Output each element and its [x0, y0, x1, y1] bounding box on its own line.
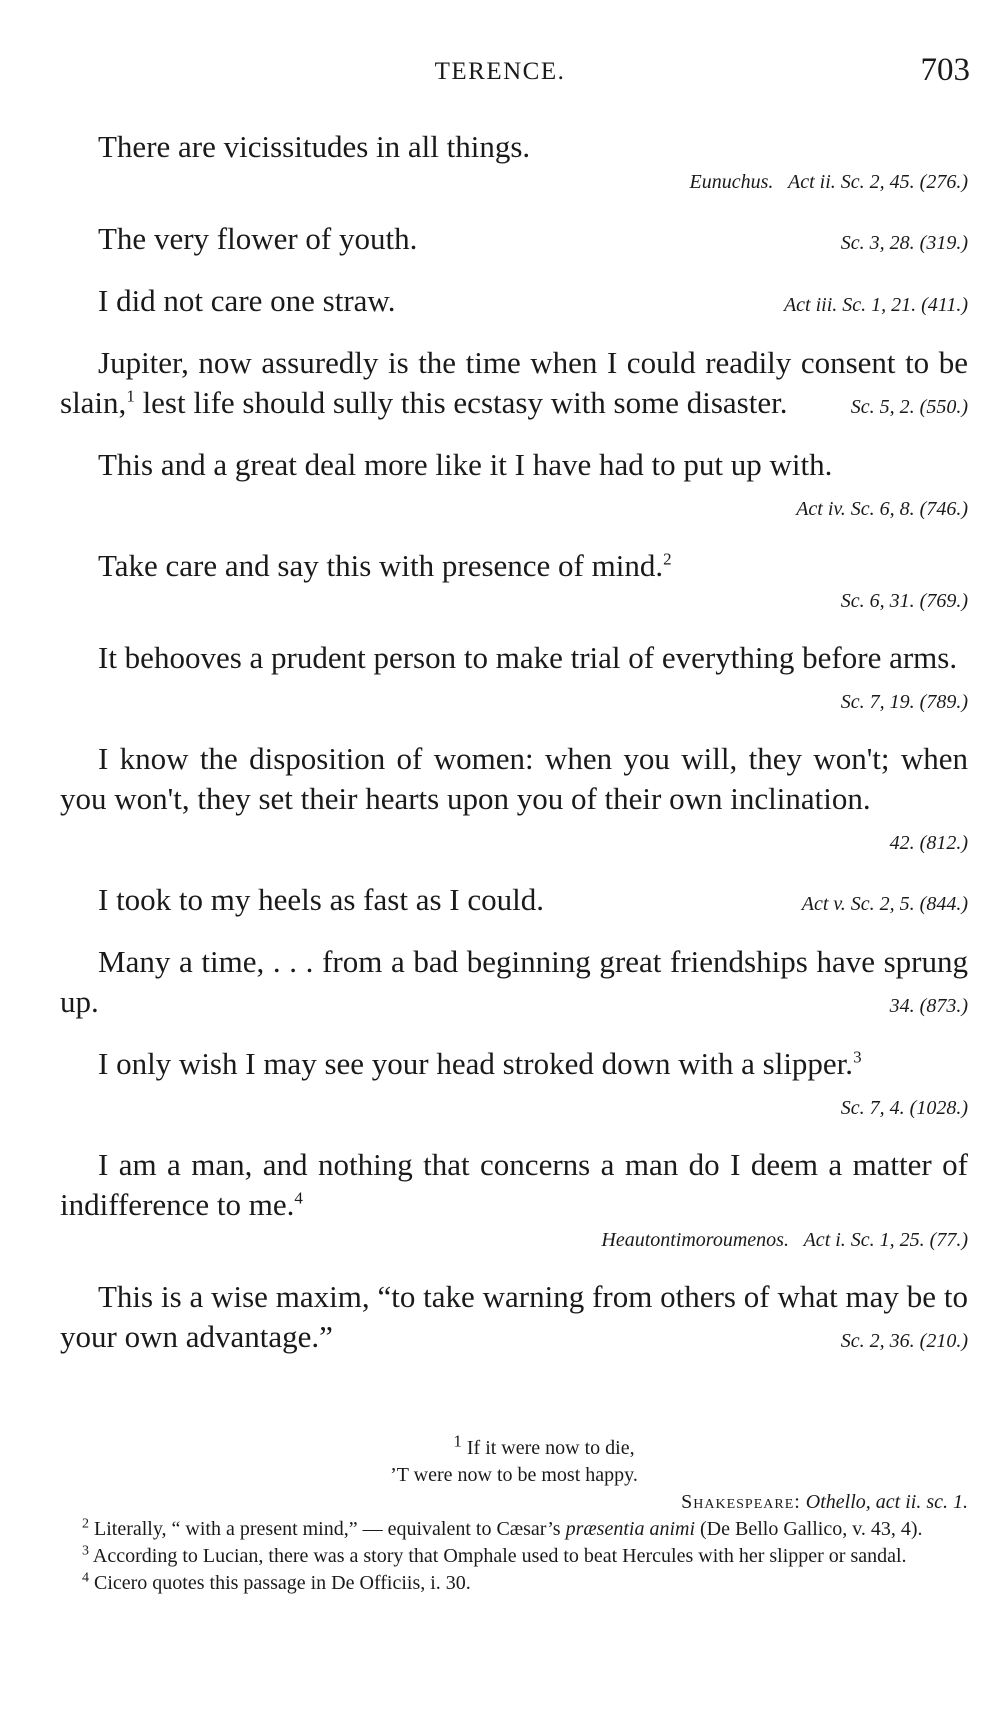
quote-entry: [60, 1145, 968, 1255]
running-head: [0, 52, 1000, 92]
verse-line: ’T were now to be most happy.: [390, 1464, 638, 1486]
quote-entry: [60, 739, 968, 858]
footnote-marker: 4: [82, 1570, 89, 1586]
quote-citation: Sc. 6, 31. (769.): [840, 590, 968, 612]
footnote-ref: 1: [126, 386, 135, 406]
quote-citation: Sc. 5, 2. (550.): [850, 396, 968, 418]
quote-text: The very flower of youth.: [98, 221, 418, 256]
quote-entry: [60, 281, 968, 321]
play-title: Eunuchus.: [689, 171, 774, 193]
footnote-3: [60, 1543, 968, 1570]
quote-citation: Act ii. Sc. 2, 45. (276.): [788, 171, 968, 193]
footnote-ref: 4: [294, 1188, 303, 1208]
quote-text: Many a time, . . . from a bad beginning great friendships have sprung up.: [60, 944, 968, 1019]
quote-text: I did not care one straw.: [98, 283, 396, 318]
attribution-work: Othello, act ii. sc. 1.: [805, 1491, 968, 1513]
quote-text: I am a man, and nothing that concerns a man do I deem a matter of indifference to me.: [60, 1147, 968, 1222]
quote-text-continued: lest life should sully this ecstasy with some disaster.: [134, 385, 788, 420]
quote-citation: Sc. 3, 28. (319.): [840, 232, 968, 254]
footnote-marker: 2: [82, 1516, 89, 1532]
quote-source: [601, 1225, 968, 1255]
quote-text: There are vicissitudes in all things.: [98, 129, 531, 164]
quote-citation: Act v. Sc. 2, 5. (844.): [801, 893, 968, 915]
footnote-1: [60, 1431, 968, 1489]
footnote-ref: 2: [663, 549, 672, 569]
quote-citation: Act i. Sc. 1, 25. (77.): [803, 1229, 968, 1251]
quote-citation: 42. (812.): [889, 832, 968, 854]
quote-entry: [60, 445, 968, 524]
footnote-2: [60, 1516, 968, 1543]
footnote-marker: 1: [453, 1431, 462, 1451]
quote-citation: Sc. 7, 4. (1028.): [840, 1097, 968, 1119]
quote-citation: Act iii. Sc. 1, 21. (411.): [783, 294, 968, 316]
quote-entry: [60, 880, 968, 920]
running-title: TERENCE.: [434, 58, 566, 85]
footnote-text-continued: (De Bello Gallico, v. 43, 4).: [695, 1518, 923, 1540]
quote-citation: 34. (873.): [889, 995, 968, 1017]
footnote-latin: præsentia animi: [565, 1518, 696, 1540]
quote-text: Take care and say this with presence of mind.: [98, 548, 664, 583]
verse-line: If it were now to die,: [466, 1437, 635, 1459]
quote-entry: [60, 343, 968, 423]
verse-attribution: [60, 1489, 968, 1516]
quote-text: I only wish I may see your head stroked down with a slipper.: [98, 1046, 854, 1081]
quote-entry: [60, 127, 968, 197]
quote-entry: [60, 1044, 968, 1123]
quote-text: This and a great deal more like it I have had to put up with.: [98, 447, 833, 482]
quote-citation: Sc. 2, 36. (210.): [840, 1330, 968, 1352]
quote-entry: [60, 1277, 968, 1357]
quote-entry: [60, 219, 968, 259]
quote-text: Jupiter, now assuredly is the time when I could readily consent to be slain,: [60, 345, 968, 420]
footnote-text: According to Lucian, there was a story that Omphale used to beat Hercules with her slipper or sandal.: [92, 1545, 907, 1567]
quote-text: I know the disposition of women: when you will, they won't; when you won't, they set their hearts upon you of their own inclination.: [60, 741, 968, 816]
play-title: Heautontimoroumenos.: [601, 1229, 789, 1251]
footnotes: [60, 1431, 968, 1597]
quotation-list: [60, 127, 968, 1379]
footnote-text: Literally, “ with a present mind,” — equivalent to Cæsar’s: [94, 1518, 566, 1540]
quote-citation: Act iv. Sc. 6, 8. (746.): [796, 498, 968, 520]
quote-source: [690, 167, 969, 197]
attribution-author: Shakespeare:: [681, 1491, 801, 1513]
footnote-marker: 3: [82, 1543, 89, 1559]
quote-entry: [60, 942, 968, 1022]
quote-citation: Sc. 7, 19. (789.): [840, 691, 968, 713]
footnote-ref: 3: [853, 1047, 862, 1067]
quote-text: This is a wise maxim, “to take warning from others of what may be to your own advantage.”: [60, 1279, 968, 1354]
footnote-text: Cicero quotes this passage in De Officiis, i. 30.: [94, 1572, 471, 1594]
quote-entry: [60, 638, 968, 717]
quote-entry: [60, 546, 968, 616]
page-number: 703: [920, 52, 970, 88]
quote-text: It behooves a prudent person to make trial of everything before arms.: [98, 640, 958, 675]
footnote-4: [60, 1570, 968, 1597]
quote-text: I took to my heels as fast as I could.: [98, 882, 544, 917]
